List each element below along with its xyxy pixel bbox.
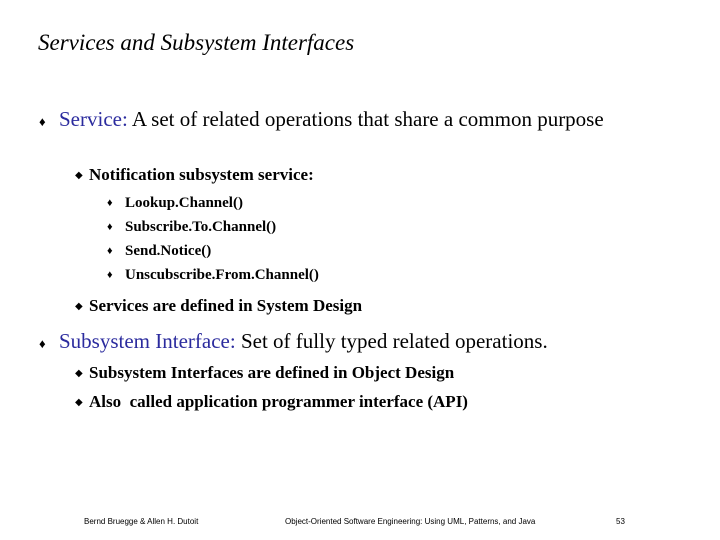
diamond-bullet-icon: ♦ xyxy=(107,245,113,257)
bullet-subsystem-interface-text: Set of fully typed related operations. xyxy=(235,329,548,353)
sub-bullet-object-design: Subsystem Interfaces are defined in Object Design xyxy=(89,363,455,382)
sub-bullet-notification: Notification subsystem service: xyxy=(89,165,314,184)
footer-authors: Bernd Bruegge & Allen H. Dutoit xyxy=(84,517,199,526)
diamond-bullet-icon: ♦ xyxy=(107,221,113,233)
bullet-service-label: Service: xyxy=(59,107,128,131)
small-diamond-bullet-icon: ◆ xyxy=(75,397,83,408)
small-diamond-bullet-icon: ◆ xyxy=(75,301,83,312)
diamond-bullet-icon: ♦ xyxy=(107,197,113,209)
bullet-service-text: A set of related operations that share a common purpose xyxy=(127,107,604,131)
title-divider xyxy=(28,73,700,74)
bullet-service xyxy=(59,106,619,132)
diamond-bullet-icon: ♦ xyxy=(39,336,46,351)
sub-bullet-system-design: Services are defined in System Design xyxy=(89,296,363,315)
slide-title: Services and Subsystem Interfaces xyxy=(38,30,355,55)
bullet-subsystem-interface-label: Subsystem Interface: xyxy=(59,329,236,353)
footer-book-title: Object-Oriented Software Engineering: Using UML, Patterns, and Java xyxy=(285,517,536,526)
bullet-subsystem-interface xyxy=(59,328,679,354)
small-diamond-bullet-icon: ◆ xyxy=(75,170,83,181)
method-item: Send.Notice() xyxy=(125,243,212,259)
method-item: Subscribe.To.Channel() xyxy=(125,219,277,235)
diamond-bullet-icon: ♦ xyxy=(39,114,46,129)
method-item: Lookup.Channel() xyxy=(125,195,243,211)
diamond-bullet-icon: ♦ xyxy=(107,269,113,281)
footer-page-number: 53 xyxy=(616,517,625,526)
small-diamond-bullet-icon: ◆ xyxy=(75,368,83,379)
method-item: Unscubscribe.From.Channel() xyxy=(125,267,319,283)
sub-bullet-api: Also called application programmer interface (API) xyxy=(89,392,468,411)
